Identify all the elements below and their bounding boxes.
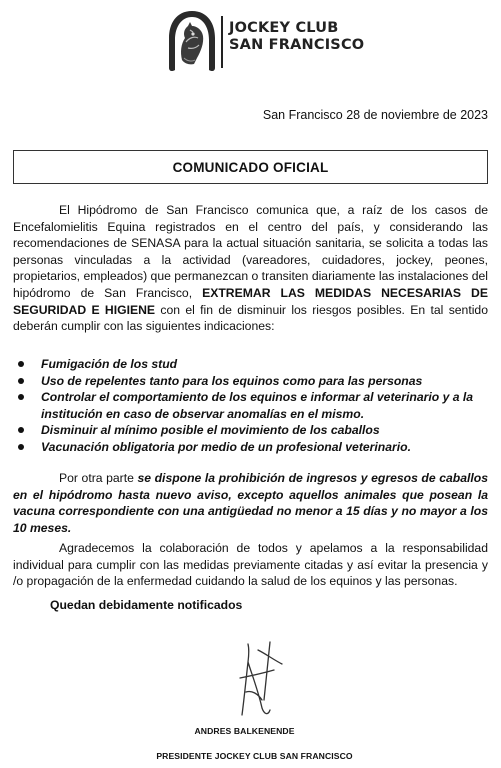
signer-title: PRESIDENTE JOCKEY CLUB SAN FRANCISCO — [156, 751, 353, 761]
paragraph-intro — [13, 202, 488, 335]
document-date: San Francisco 28 de noviembre de 2023 — [262, 108, 488, 122]
paragraph-prohibition — [13, 470, 488, 536]
list-item: Disminuir al mínimo posible el movimiento de los caballos — [13, 422, 488, 439]
list-item: Controlar el comportamiento de los equinos e informar al veterinario y a la institución en caso de observar anomalías en el mismo. — [13, 389, 488, 422]
brand-line-2: SAN FRANCISCO — [229, 37, 365, 53]
paragraph-thanks — [13, 540, 488, 590]
paragraph-prohibition-emphasis: se dispone la prohibición de ingresos y egresos de caballos en el hipódromo hasta nuevo aviso, excepto aquellos animales que posean la vacuna correspondiente con una antigüedad no menor a 15 días y no mayor a los 10 meses. — [13, 471, 488, 535]
paragraph-intro-text: El Hipódromo de San Francisco comunica que, a raíz de los casos de Encefalomielitis Equina registrados en el centro del país, y considerando las recomendaciones de SENASA para la actual situación sanitaria, se solicita a todas las personas vinculadas a la actividad (vareadores, cuidadores, jockey, peones, propietarios, empleados) que permanezcan o transiten diariamente las instalaciones del hipódromo de San Francisco, — [13, 203, 488, 300]
indications-list — [13, 356, 488, 456]
brand-line-1: JOCKEY CLUB — [229, 20, 339, 36]
list-item: Uso de repelentes tanto para los equinos como para las personas — [13, 373, 488, 390]
closing-line: Quedan debidamente notificados — [50, 598, 243, 612]
signer-name: ANDRES BALKENENDE — [194, 726, 295, 736]
paragraph-intro-text-2: con el fin de disminuir los riesgos posibles. En tal sentido deberán cumplir con las siguientes indicaciones: — [13, 302, 488, 334]
list-item: Vacunación obligatoria por medio de un profesional veterinario. — [13, 439, 488, 456]
paragraph-intro-emphasis: EXTREMAR LAS MEDIDAS NECESARIAS DE SEGURIDAD E HIGIENE — [13, 285, 488, 317]
paragraph-thanks-text: Agradecemos la colaboración de todos y apelamos a la responsabilidad individual para cumplir con las medidas previamente citadas y así evitar la presencia y /o propagación de la enfermedad cuidando la salud de los equinos y las personas. — [13, 541, 488, 589]
handwritten-signature — [222, 630, 302, 720]
brand-name — [229, 20, 364, 54]
letterhead — [0, 0, 501, 88]
paragraph-prohibition-text: Por otra parte — [59, 471, 138, 485]
document-title: COMUNICADO OFICIAL — [13, 150, 488, 184]
horse-head-logo-icon — [166, 8, 218, 74]
brand-divider — [221, 16, 223, 68]
list-item: Fumigación de los stud — [13, 356, 488, 373]
